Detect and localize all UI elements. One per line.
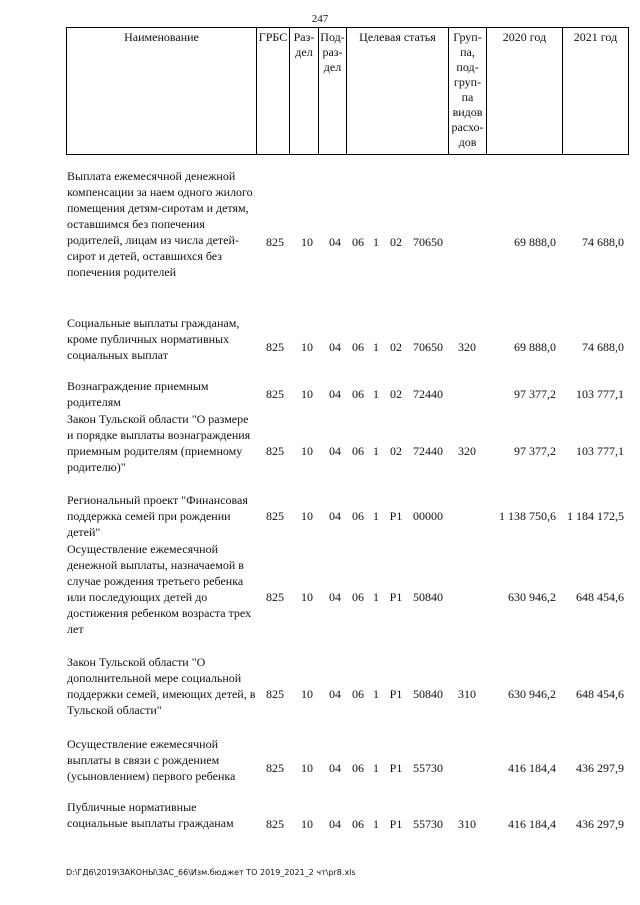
- cell-2020: 97 377,2: [514, 444, 556, 458]
- row-name: Осуществление ежемесячной денежной выплаты, назначаемой в случае рождения третьего ребенка или последующих детей до достижения ребенком возраста трех лет: [67, 542, 252, 636]
- col-podrazdel: Под- раз- дел: [319, 28, 347, 155]
- cell-razdel: 10: [301, 509, 313, 523]
- cell-2021: 436 297,9: [576, 817, 624, 831]
- cell-article-b: 1: [373, 687, 379, 701]
- cell-grbs: 825: [266, 761, 284, 775]
- cell-article-b: 1: [373, 509, 379, 523]
- cell-grbs: 825: [266, 509, 284, 523]
- cell-article-d: 55730: [413, 817, 443, 831]
- cell-grbs: 825: [266, 444, 284, 458]
- cell-grbs: 825: [266, 235, 284, 249]
- cell-article-a: 06: [352, 235, 364, 249]
- cell-razdel: 10: [301, 687, 313, 701]
- cell-2021: 1 184 172,5: [567, 509, 624, 523]
- cell-razdel: 10: [301, 761, 313, 775]
- cell-2021: 648 454,6: [576, 590, 624, 604]
- cell-article-c: 02: [390, 340, 402, 354]
- cell-article-a: 06: [352, 340, 364, 354]
- cell-podrazdel: 04: [329, 817, 341, 831]
- cell-article-b: 1: [373, 761, 379, 775]
- col-2021: 2021 год: [563, 28, 629, 155]
- cell-article-a: 06: [352, 761, 364, 775]
- cell-article-d: 50840: [413, 687, 443, 701]
- cell-article-d: 72440: [413, 387, 443, 401]
- cell-article-d: 55730: [413, 761, 443, 775]
- cell-2021: 74 688,0: [582, 235, 624, 249]
- col-razdel: Раз- дел: [290, 28, 319, 155]
- cell-article-b: 1: [373, 340, 379, 354]
- cell-razdel: 10: [301, 590, 313, 604]
- cell-2020: 97 377,2: [514, 387, 556, 401]
- col-2020: 2020 год: [487, 28, 563, 155]
- col-article: Целевая статья: [347, 28, 449, 155]
- cell-2020: 630 946,2: [508, 687, 556, 701]
- cell-article-d: 70650: [413, 340, 443, 354]
- cell-vid: 320: [458, 340, 476, 354]
- cell-podrazdel: 04: [329, 387, 341, 401]
- cell-grbs: 825: [266, 687, 284, 701]
- cell-article-d: 50840: [413, 590, 443, 604]
- cell-2021: 74 688,0: [582, 340, 624, 354]
- cell-2020: 416 184,4: [508, 817, 556, 831]
- cell-grbs: 825: [266, 340, 284, 354]
- row-name: Закон Тульской области "О дополнительной мере социальной поддержки семей, имеющих детей, в Тульской области": [67, 655, 256, 717]
- cell-2020: 416 184,4: [508, 761, 556, 775]
- cell-article-c: P1: [389, 590, 403, 604]
- cell-2020: 630 946,2: [508, 590, 556, 604]
- cell-article-c: 02: [390, 235, 402, 249]
- cell-article-b: 1: [373, 235, 379, 249]
- cell-podrazdel: 04: [329, 509, 341, 523]
- row-name: Региональный проект "Финансовая поддержка семей при рождении детей": [67, 493, 248, 539]
- cell-vid: 320: [458, 444, 476, 458]
- cell-podrazdel: 04: [329, 687, 341, 701]
- cell-razdel: 10: [301, 340, 313, 354]
- cell-article-a: 06: [352, 509, 364, 523]
- col-grbs: ГРБС: [257, 28, 290, 155]
- cell-article-d: 70650: [413, 235, 443, 249]
- col-name: Наименование: [67, 28, 257, 155]
- cell-article-b: 1: [373, 387, 379, 401]
- row-name: Осуществление ежемесячной выплаты в связи с рождением (усыновлением) первого ребенка: [67, 737, 236, 783]
- cell-razdel: 10: [301, 387, 313, 401]
- cell-2021: 103 777,1: [576, 444, 624, 458]
- cell-2021: 103 777,1: [576, 387, 624, 401]
- cell-grbs: 825: [266, 590, 284, 604]
- cell-vid: 310: [458, 687, 476, 701]
- cell-article-b: 1: [373, 444, 379, 458]
- page-number: 247: [311, 13, 329, 25]
- cell-podrazdel: 04: [329, 761, 341, 775]
- cell-podrazdel: 04: [329, 444, 341, 458]
- col-vid: Груп- па, под- груп- па видов расхо- дов: [449, 28, 487, 155]
- cell-article-c: 02: [390, 387, 402, 401]
- cell-2020: 69 888,0: [514, 340, 556, 354]
- cell-article-a: 06: [352, 444, 364, 458]
- cell-article-d: 72440: [413, 444, 443, 458]
- row-name: Вознаграждение приемным родителям: [67, 379, 209, 409]
- cell-grbs: 825: [266, 387, 284, 401]
- file-path-footer: D:\ГД6\2019\ЗАКОНЫ\ЗАС_66\Изм.бюджет ТО 2019_2021_2 чт\pr8.xls: [66, 868, 356, 877]
- cell-podrazdel: 04: [329, 235, 341, 249]
- cell-article-b: 1: [373, 817, 379, 831]
- cell-2020: 69 888,0: [514, 235, 556, 249]
- row-name: Социальные выплаты гражданам, кроме публичных нормативных социальных выплат: [67, 316, 240, 362]
- row-name: Выплата ежемесячной денежной компенсации за наем одного жилого помещения детям-сиротам и детям, оставшимся без попечения родителей, лицам из числа детей-сирот и детей, оставшихся без попечения родителей: [67, 169, 253, 279]
- cell-vid: 310: [458, 817, 476, 831]
- table-header: [66, 27, 629, 155]
- cell-2021: 648 454,6: [576, 687, 624, 701]
- cell-grbs: 825: [266, 817, 284, 831]
- cell-article-a: 06: [352, 817, 364, 831]
- cell-podrazdel: 04: [329, 590, 341, 604]
- cell-razdel: 10: [301, 444, 313, 458]
- cell-2020: 1 138 750,6: [499, 509, 556, 523]
- cell-article-c: P1: [389, 761, 403, 775]
- row-name: Публичные нормативные социальные выплаты гражданам: [67, 800, 234, 830]
- cell-article-c: 02: [390, 444, 402, 458]
- cell-razdel: 10: [301, 817, 313, 831]
- cell-article-a: 06: [352, 590, 364, 604]
- cell-2021: 436 297,9: [576, 761, 624, 775]
- cell-razdel: 10: [301, 235, 313, 249]
- row-name: Закон Тульской области "О размере и порядке выплаты вознаграждения приемным родителям (приемному родителю)": [67, 412, 251, 474]
- cell-article-a: 06: [352, 687, 364, 701]
- cell-podrazdel: 04: [329, 340, 341, 354]
- cell-article-a: 06: [352, 387, 364, 401]
- cell-article-c: P1: [389, 509, 403, 523]
- cell-article-b: 1: [373, 590, 379, 604]
- cell-article-c: P1: [389, 687, 403, 701]
- cell-article-c: P1: [389, 817, 403, 831]
- cell-article-d: 00000: [413, 509, 443, 523]
